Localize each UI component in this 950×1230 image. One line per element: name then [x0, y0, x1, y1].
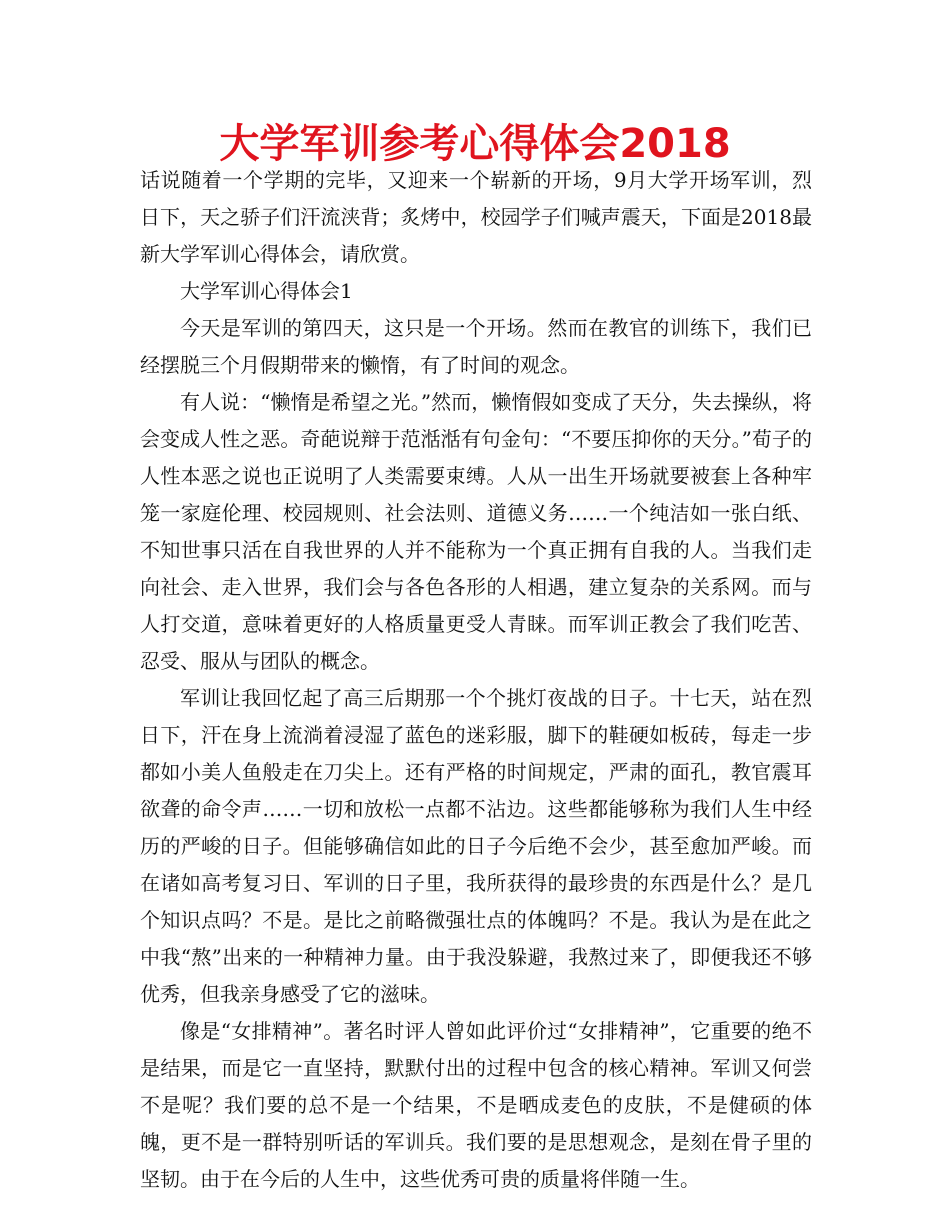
section-heading: 大学军训心得体会1: [180, 279, 353, 303]
paragraph: 军训让我回忆起了高三后期那一个个挑灯夜战的日子。十七天，站在烈日下，汗在身上流淌着浸湿了蓝色的迷彩服，脚下的鞋硬如板砖，每走一步都如小美人鱼般走在刀尖上。还有严格的时间规定，严肃的面孔，教官震耳欲聋的命令声……一切和放松一点都不沾边。这些都能够称为我们人生中经历的严峻的日子。但能够确信如此的日子今后绝不会少，甚至愈加严峻。而在诸如高考复习日、军训的日子里，我所获得的最珍贵的东西是什么？是几个知识点吗？不是。是比之前略微强壮点的体魄吗？不是。我认为是在此之中我“熬”出来的一种精神力量。由于我没躲避，我熬过来了，即便我还不够优秀，但我亲身感受了它的滋味。: [140, 686, 812, 1006]
document-body: [140, 162, 812, 1198]
paragraph-intro: 话说随着一个学期的完毕，又迎来一个崭新的开场，9月大学开场军训，烈日下，天之骄子们汗流浃背；炙烤中，校园学子们喊声震天，下面是2018最新大学军训心得体会，请欣赏。: [140, 168, 812, 266]
paragraph: 像是“女排精神”。著名时评人曾如此评价过“女排精神”，它重要的绝不是结果，而是它一直坚持，默默付出的过程中包含的核心精神。军训又何尝不是呢？我们要的总不是一个结果，不是晒成麦色的皮肤，不是健硕的体魄，更不是一群特别听话的军训兵。我们要的是思想观念，是刻在骨子里的坚韧。由于在今后的人生中，这些优秀可贵的质量将伴随一生。: [140, 1019, 812, 1191]
paragraph: 今天是军训的第四天，这只是一个开场。然而在教官的训练下，我们已经摆脱三个月假期带来的懒惰，有了时间的观念。: [140, 316, 812, 377]
document-title: 大学军训参考心得体会2018: [219, 121, 731, 167]
paragraph: 有人说：“懒惰是希望之光。”然而，懒惰假如变成了天分，失去操纵，将会变成人性之恶。奇葩说辩于范湉湉有句金句：“不要压抑你的天分。”荀子的人性本恶之说也正说明了人类需要束缚。人从一出生开场就要被套上各种牢笼一家庭伦理、校园规则、社会法则、道德义务……一个纯洁如一张白纸、不知世事只活在自我世界的人并不能称为一个真正拥有自我的人。当我们走向社会、走入世界，我们会与各色各形的人相遇，建立复杂的关系网。而与人打交道，意味着更好的人格质量更受人青睐。而军训正教会了我们吃苦、忍受、服从与团队的概念。: [140, 390, 812, 673]
